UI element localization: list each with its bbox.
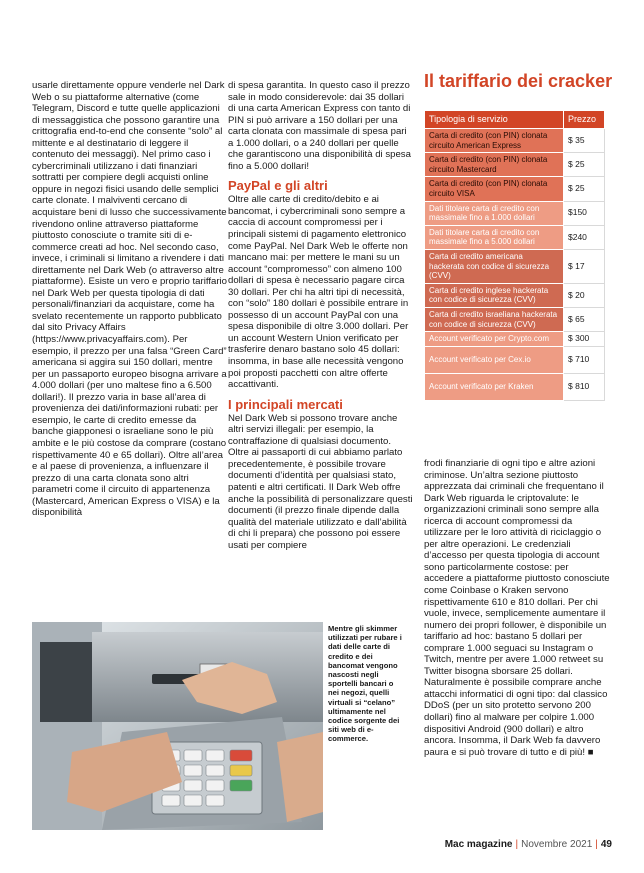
price-cell: $ 35 (564, 129, 605, 153)
article-column-2 (228, 80, 414, 551)
service-cell: Carta di credito americana hackerata con codice di sicurezza (CVV) (425, 249, 564, 283)
service-cell: Account verificato per Crypto.com (425, 332, 564, 347)
article-text: frodi finanziarie di ogni tipo e altre azioni criminose. Un’altra sezione piuttosto apprezzata dai criminali che frequentano il Dark Web riguarda le criptovalute: le organizzazioni criminali sono sempre alla ricerca di account compromessi da utilizzare per le loro attività di riciclaggio o per altre operazioni. Le credenziali d’accesso per questa tipologia di account sono particolarmente costose: per accedere a piattaforme piuttosto conosciute come Coinbase o Kraken servono rispettivamente 610 e 810 dollari. Per chi vuole, invece, semplicemente aumentare il numero dei propri follower, è disponibile un tariffario ad hoc: bastano 5 dollari per comprare 1.000 seguaci su Instagram o Twitch, mentre per avere 1.000 retweet su Twitter bisogna sborsare 25 dollari. Naturalmente è possibile comprare anche attacchi informatici di ogni tipo: dal classico DDoS (per un sito protetto servono 200 dollari) fino al malware per colpire 1.000 dispositivi Android (900 dollari) e altro ancora. Insomma, il Dark Web fa davvero paura e si può trovare di tutto e di più! ■ (424, 458, 610, 758)
footer-bar: | (595, 839, 598, 850)
table-row (425, 307, 605, 331)
table-row (425, 373, 605, 400)
article-text: Nel Dark Web si possono trovare anche altri servizi illegali: per esempio, la contraffazione di qualsiasi documento. Oltre ai passaporti di cui abbiamo parlato precedentemente, è possibile trovare documenti d’identità per qualsiasi stato, patenti e altri certificati. Il Dark Web offre anche la possibilità di personalizzare questi documenti (il prezzo finale dipende dalla qualità del materiale utilizzato e dall’abilità di chi li prepara) che possono poi essere usati per compiere (228, 412, 413, 551)
section-heading-paypal: PayPal e gli altri (228, 178, 328, 194)
table-row (425, 225, 605, 249)
service-cell: Account verificato per Kraken (425, 373, 564, 400)
service-cell: Carta di credito (con PIN) clonata circuito American Express (425, 129, 564, 153)
article-text: usarle direttamente oppure venderle nel Dark Web o su piattaforme alternative (come Telegram, Discord e tutte quelle applicazioni di messaggistica che possono garantire una crittografia end-to-end che consente “solo” al mittente e al destinatario di leggere il contenuto dei messaggi). Nel primo caso i cybercriminali utilizzano i dati finanziari sottratti per compiere degli acquisti online oppure in negozi fisici usando delle semplici carte clonate. I malviventi cercano di acquistare beni di lusso che successivamente rivendono online attraverso piattaforme piuttosto conosciute o tramite siti di e-commerce creati ad hoc. Nel secondo caso, invece, i criminali si limitano a rivendere i dati direttamente nel Dark Web (o attraverso altre piattaforme). Esiste un vero e proprio tariffario nel Dark Web per questa tipologia di dati personali/finanziari da acquistare, come ha svelato recentemente un rapporto pubblicato dal sito Privacy Affairs (https://www.privacyaffairs.com). Per esempio, il prezzo per una falsa “Green Card” americana si aggira sui 150 dollari, mentre per un passaporto europeo bisogna arrivare a 4.000 dollari (per uno maltese fino a 6.500 dollari!). Il prezzo varia in base all’area di provenienza dei dati/informazioni rubati: per esempio, le carte di credito emesse da banche giapponesi o israeliane sono le più ambite e le più costose da comprare (costano rispettivamente 40 e 65 dollari). Oltre all’area e al paese di provenienza, a influenzare il prezzo di una carta clonata sono altri parametri come il circuito di appartenenza (Mastercard, American Express o VISA) e la disponibilità (32, 80, 227, 519)
price-table (424, 110, 605, 401)
price-cell: $150 (564, 201, 605, 225)
article-text: Oltre alle carte di credito/debito e ai bancomat, i cybercriminali sono sempre a caccia di account compromessi per i principali sistemi di pagamento elettronico come PayPal. Nel Dark Web le offerte non mancano mai: per mettere le mani su un account “compromesso” con almeno 100 dollari di spesa è necessario pagare circa 30 dollari. Per chi ha altri tipi di necessità, con “solo” 180 dollari è possibile entrare in possesso di un account PayPal con una spesa disponibile di oltre 3.000 dollari. Per un account Western Union verificato per trasferire denaro bastano solo 45 dollari: insomma, in base alle necessità vengono poi proposti pacchetti con altre offerte accattivanti. (228, 194, 409, 391)
sidebar-title: Il tariffario dei cracker (424, 71, 613, 91)
price-cell: $ 65 (564, 307, 605, 331)
service-cell: Carta di credito israeliana hackerata con codice di sicurezza (CVV) (425, 307, 564, 331)
table-row (425, 153, 605, 177)
price-cell: $ 25 (564, 177, 605, 201)
photo-caption: Mentre gli skimmer utilizzati per rubare i dati delle carte di credito e dei bancomat vengono nascosti negli sportelli bancari o nei negozi, quelli virtuali si “celano” ultimamente nel codice sorgente dei siti web di e-commerce. (328, 624, 402, 744)
section-heading-markets: I principali mercati (228, 396, 343, 412)
magazine-name: Mac magazine (444, 839, 513, 850)
service-cell: Account verificato per Cex.io (425, 346, 564, 373)
table-row (425, 129, 605, 153)
service-cell: Carta di credito inglese hackerata con codice di sicurezza (CVV) (425, 283, 564, 307)
price-cell: $ 810 (564, 373, 605, 400)
table-header-row (425, 111, 605, 129)
service-cell: Dati titolare carta di credito con massimale fino a 1.000 dollari (425, 201, 564, 225)
page-number: 49 (600, 839, 612, 850)
article-column-3 (424, 458, 610, 758)
footer-separator: | (515, 839, 519, 850)
service-cell: Dati titolare carta di credito con massimale fino a 5.000 dollari (425, 225, 564, 249)
atm-illustration (32, 622, 323, 830)
price-cell: $ 710 (564, 346, 605, 373)
article-column-1 (32, 80, 228, 519)
article-text: di spesa garantita. In questo caso il prezzo sale in modo considerevole: dai 35 dollari di una carta American Express con tanto di PIN si può arrivare a 150 dollari per una carta clonata con massimale di spesa pari a 1.000 dollari, o a 240 dollari per quelle che garantiscono una disponibilità di spesa fino a 5.000 dollari! (228, 80, 411, 172)
table-row (425, 177, 605, 201)
atm-photo (32, 622, 323, 830)
page-footer (430, 839, 612, 851)
table-row (425, 249, 605, 283)
price-cell: $ 300 (564, 332, 605, 347)
price-cell: $240 (564, 225, 605, 249)
issue-date: Novembre 2021 (521, 839, 593, 850)
table-row (425, 332, 605, 347)
table-row (425, 346, 605, 373)
header-service: Tipologia di servizio (425, 111, 564, 129)
service-cell: Carta di credito (con PIN) clonata circuito Mastercard (425, 153, 564, 177)
price-cell: $ 20 (564, 283, 605, 307)
table-row (425, 283, 605, 307)
table-row (425, 201, 605, 225)
service-cell: Carta di credito (con PIN) clonata circuito VISA (425, 177, 564, 201)
header-price: Prezzo (564, 111, 605, 129)
price-cell: $ 17 (564, 249, 605, 283)
price-cell: $ 25 (564, 153, 605, 177)
